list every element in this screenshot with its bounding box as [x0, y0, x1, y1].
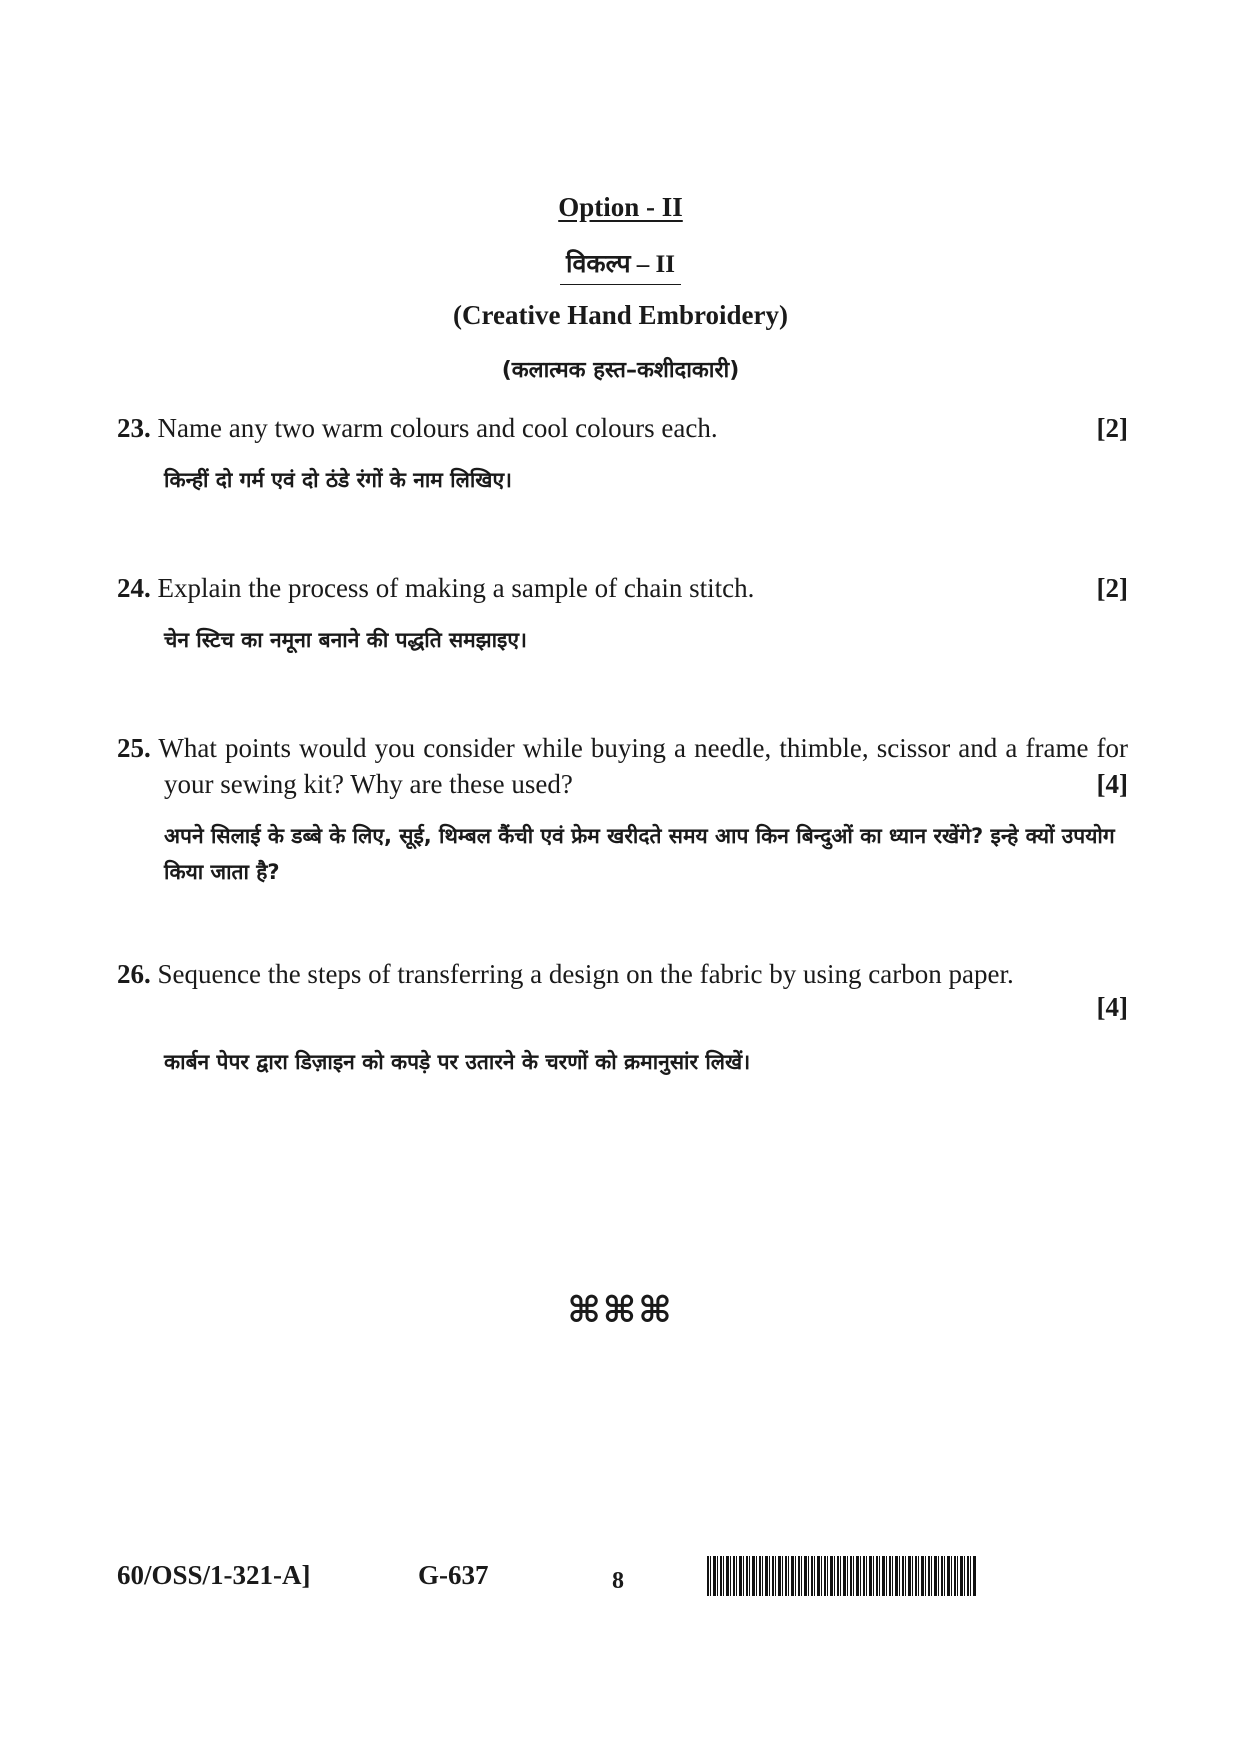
question-marks: [2] [1096, 413, 1128, 443]
question-23 [117, 410, 1128, 446]
question-marks: [4] [1096, 992, 1128, 1022]
question-24 [117, 570, 1128, 606]
question-24-hindi: चेन स्टिच का नमूना बनाने की पद्धति समझाइए। [164, 628, 527, 652]
option-heading-hindi: विकल्प – II [0, 246, 1241, 285]
question-text: What points would you consider while buying a needle, thimble, scissor and a frame for your sewing kit? Why are these used? [158, 733, 1129, 799]
question-text: Explain the process of making a sample of chain stitch. [157, 573, 755, 603]
question-marks: [4] [1096, 769, 1128, 799]
question-marks: [2] [1096, 573, 1128, 603]
question-26-hindi: कार्बन पेपर द्वारा डिज़ाइन को कपड़े पर उतारने के चरणों को क्रमानुसांर लिखें। [164, 1050, 751, 1074]
option-heading: Option - II [558, 192, 683, 222]
series-code: G-637 [418, 1560, 489, 1590]
question-number: 26. [117, 959, 151, 989]
question-text: Sequence the steps of transferring a design on the fabric by using carbon paper. [157, 959, 1014, 989]
question-number: 24. [117, 573, 151, 603]
question-25-hindi: अपने सिलाई के डब्बे के लिए, सूई, थिम्बल कैंची एवं फ्रेम खरीदते समय आप किन बिन्दुओं का ध्यान रखेंगे? इन्हे क्यों उपयोग किया जाता है? [164, 824, 1115, 884]
question-23-hindi: किन्हीं दो गर्म एवं दो ठंडे रंगों के नाम लिखिए। [164, 468, 513, 492]
subject-heading: (Creative Hand Embroidery) [453, 300, 788, 330]
question-25 [117, 730, 1128, 802]
question-text: Name any two warm colours and cool colours each. [157, 413, 718, 443]
question-number: 25. [117, 733, 151, 763]
question-26 [117, 956, 1128, 992]
question-number: 23. [117, 413, 151, 443]
end-of-section-mark: ⌘⌘⌘ [567, 1290, 674, 1331]
barcode [707, 1556, 977, 1596]
subject-heading-hindi: (कलात्मक हस्त–कशीदाकारी) [501, 358, 740, 383]
paper-code: 60/OSS/1-321-A] [117, 1560, 311, 1590]
page-number: 8 [612, 1568, 624, 1594]
